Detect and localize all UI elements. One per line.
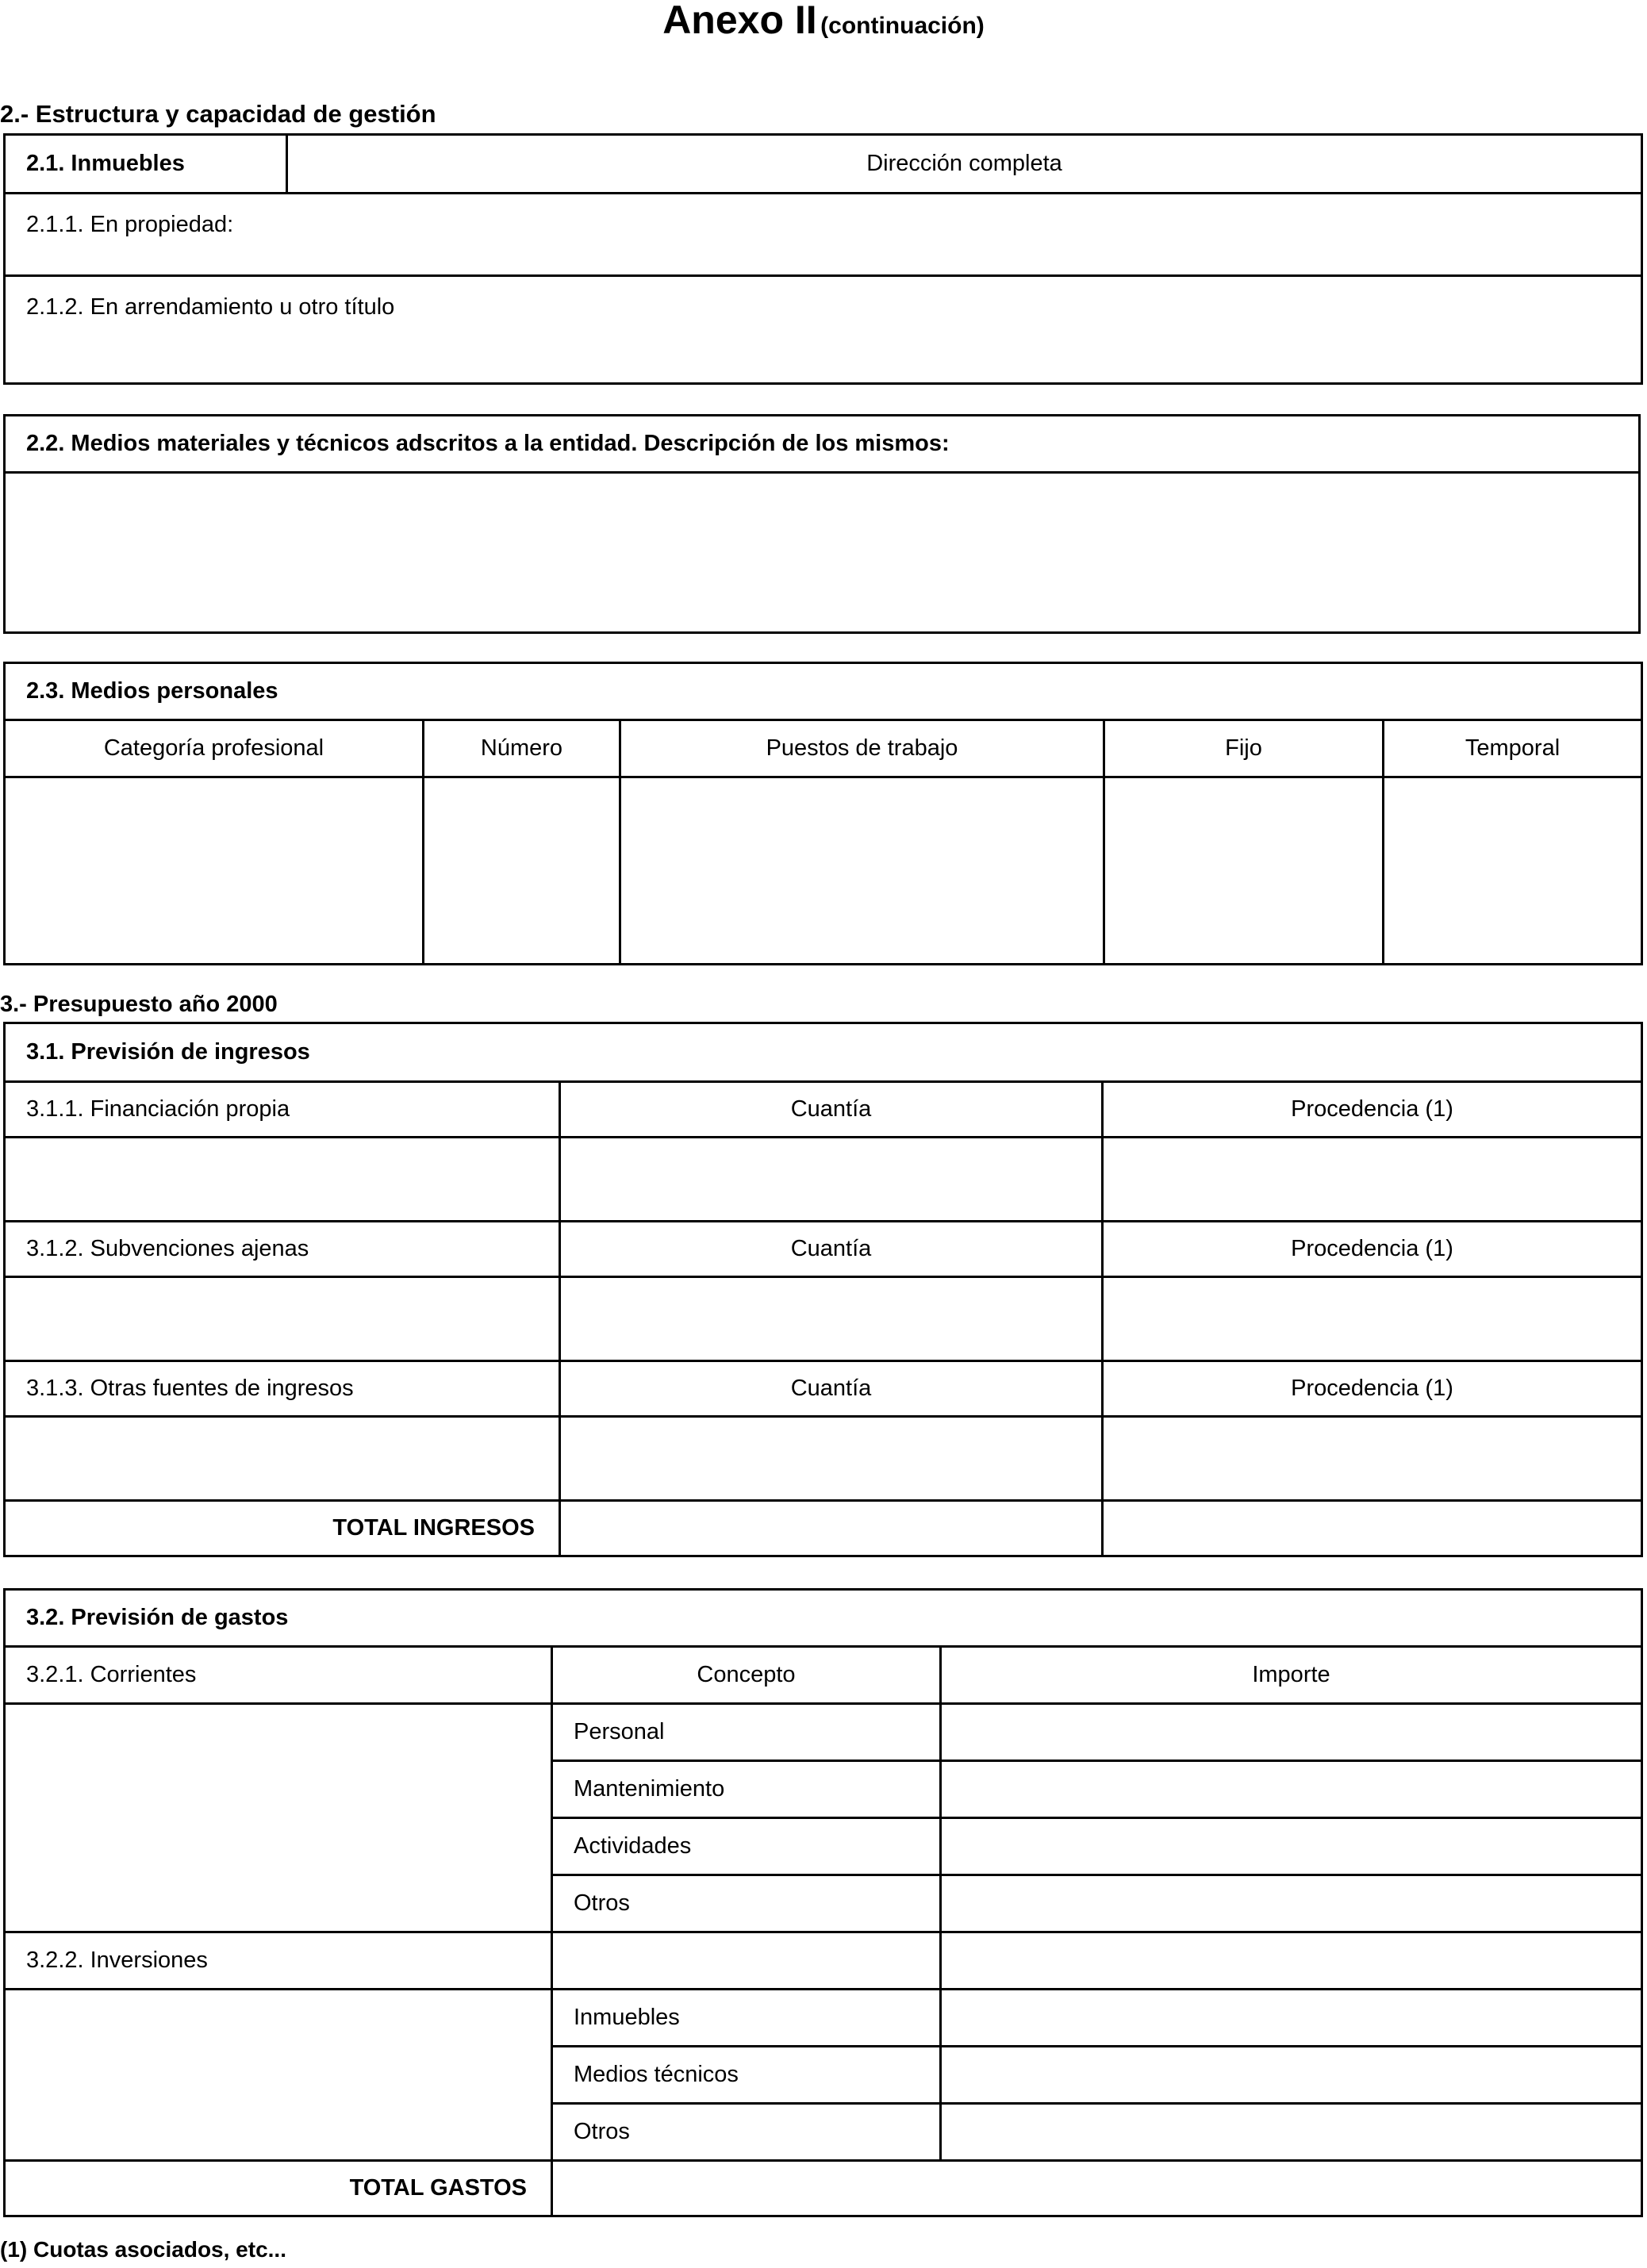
financiacion-propia-field[interactable] xyxy=(5,1138,560,1222)
corrientes-field[interactable] xyxy=(5,1704,552,1932)
inversiones-label: 3.2.2. Inversiones xyxy=(5,1932,552,1990)
total-ingresos-cuantia-field[interactable] xyxy=(560,1501,1103,1556)
importe-header: Importe xyxy=(941,1647,1642,1704)
fijo-field[interactable] xyxy=(1104,777,1384,965)
subvenciones-label: 3.1.2. Subvenciones ajenas xyxy=(5,1222,560,1277)
en-arrendamiento-row[interactable]: 2.1.2. En arrendamiento u otro título xyxy=(5,276,1642,384)
medios-personales-table xyxy=(3,662,1643,965)
cuantia-header: Cuantía xyxy=(560,1361,1103,1417)
otras-fuentes-label: 3.1.3. Otras fuentes de ingresos xyxy=(5,1361,560,1417)
financiacion-propia-label: 3.1.1. Financiación propia xyxy=(5,1082,560,1138)
cuantia-header: Cuantía xyxy=(560,1222,1103,1277)
temporal-field[interactable] xyxy=(1384,777,1642,965)
medios-personales-label: 2.3. Medios personales xyxy=(5,663,1642,720)
financiacion-procedencia-field[interactable] xyxy=(1103,1138,1642,1222)
concepto-otros: Otros xyxy=(552,1875,941,1932)
gastos-label: 3.2. Previsión de gastos xyxy=(5,1590,1642,1647)
col-categoria: Categoría profesional xyxy=(5,720,424,777)
subvenciones-procedencia-field[interactable] xyxy=(1103,1277,1642,1361)
en-propiedad-row[interactable]: 2.1.1. En propiedad: xyxy=(5,194,1642,276)
medios-materiales-field[interactable] xyxy=(5,473,1640,633)
col-puestos: Puestos de trabajo xyxy=(620,720,1104,777)
concepto-inmuebles: Inmuebles xyxy=(552,1990,941,2047)
importe-inmuebles-field[interactable] xyxy=(941,1990,1642,2047)
concepto-otros-inversiones: Otros xyxy=(552,2104,941,2161)
total-ingresos-label: TOTAL INGRESOS xyxy=(5,1501,560,1556)
ingresos-table xyxy=(3,1022,1643,1557)
ingresos-label: 3.1. Previsión de ingresos xyxy=(5,1023,1642,1082)
page-title xyxy=(0,0,1647,43)
col-fijo: Fijo xyxy=(1104,720,1384,777)
concepto-header: Concepto xyxy=(552,1647,941,1704)
otras-fuentes-cuantia-field[interactable] xyxy=(560,1417,1103,1501)
inversiones-concepto-field[interactable] xyxy=(552,1932,941,1990)
total-gastos-field[interactable] xyxy=(552,2161,1642,2216)
concepto-actividades: Actividades xyxy=(552,1818,941,1875)
puestos-field[interactable] xyxy=(620,777,1104,965)
importe-actividades-field[interactable] xyxy=(941,1818,1642,1875)
procedencia-header: Procedencia (1) xyxy=(1103,1222,1642,1277)
inversiones-importe-field[interactable] xyxy=(941,1932,1642,1990)
importe-otros-field[interactable] xyxy=(941,1875,1642,1932)
cuantia-header: Cuantía xyxy=(560,1082,1103,1138)
gastos-table xyxy=(3,1588,1643,2217)
inversiones-field[interactable] xyxy=(5,1990,552,2161)
medios-materiales-label: 2.2. Medios materiales y técnicos adscritos a la entidad. Descripción de los mismos: xyxy=(5,416,1640,473)
section-2-heading: 2.- Estructura y capacidad de gestión xyxy=(0,100,436,128)
title-subtitle: (continuación) xyxy=(820,13,985,39)
importe-personal-field[interactable] xyxy=(941,1704,1642,1761)
inmuebles-table xyxy=(3,133,1643,385)
col-temporal: Temporal xyxy=(1384,720,1642,777)
financiacion-cuantia-field[interactable] xyxy=(560,1138,1103,1222)
procedencia-header: Procedencia (1) xyxy=(1103,1361,1642,1417)
importe-mantenimiento-field[interactable] xyxy=(941,1761,1642,1818)
otras-fuentes-procedencia-field[interactable] xyxy=(1103,1417,1642,1501)
subvenciones-cuantia-field[interactable] xyxy=(560,1277,1103,1361)
inmuebles-label: 2.1. Inmuebles xyxy=(5,135,287,194)
otras-fuentes-field[interactable] xyxy=(5,1417,560,1501)
footnote: (1) Cuotas asociados, etc... xyxy=(0,2237,286,2262)
numero-field[interactable] xyxy=(424,777,620,965)
direccion-header: Dirección completa xyxy=(287,135,1642,194)
importe-medios-tecnicos-field[interactable] xyxy=(941,2047,1642,2104)
concepto-personal: Personal xyxy=(552,1704,941,1761)
concepto-medios-tecnicos: Medios técnicos xyxy=(552,2047,941,2104)
subvenciones-field[interactable] xyxy=(5,1277,560,1361)
importe-otros-inversiones-field[interactable] xyxy=(941,2104,1642,2161)
medios-materiales-table xyxy=(3,414,1641,634)
total-ingresos-procedencia-field[interactable] xyxy=(1103,1501,1642,1556)
total-gastos-label: TOTAL GASTOS xyxy=(5,2161,552,2216)
corrientes-label: 3.2.1. Corrientes xyxy=(5,1647,552,1704)
concepto-mantenimiento: Mantenimiento xyxy=(552,1761,941,1818)
title-main: Anexo II xyxy=(662,0,817,42)
col-numero: Número xyxy=(424,720,620,777)
section-3-heading: 3.- Presupuesto año 2000 xyxy=(0,992,278,1017)
categoria-field[interactable] xyxy=(5,777,424,965)
procedencia-header: Procedencia (1) xyxy=(1103,1082,1642,1138)
